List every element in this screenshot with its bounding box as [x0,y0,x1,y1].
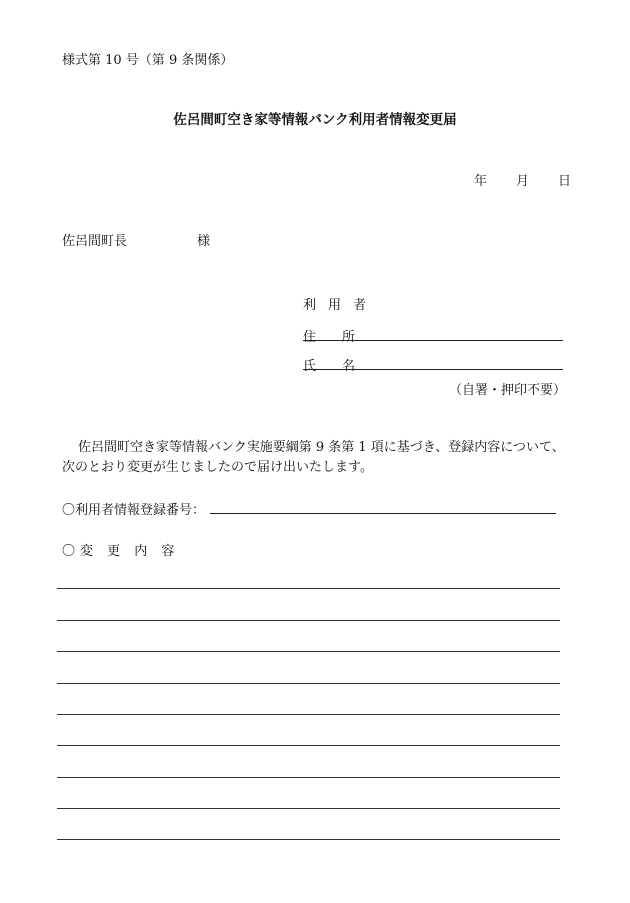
change-details-line[interactable] [57,808,560,809]
document-title: 佐呂間町空き家等情報バンク利用者情報変更届 [173,112,457,128]
address-field[interactable] [303,340,563,341]
signature-note: （自署・押印不要） [449,383,567,398]
date-month-label: 月 [516,174,530,189]
change-details-line[interactable] [57,620,560,621]
address-label: 住 所 [303,330,356,345]
change-details-line[interactable] [57,777,560,778]
change-details-line[interactable] [57,683,560,684]
change-details-line[interactable] [57,651,560,652]
registration-number-label: 〇利用者情報登録番号： [62,503,206,518]
name-label: 氏 名 [303,359,356,374]
change-details-line[interactable] [57,839,560,840]
change-details-line[interactable] [57,745,560,746]
registration-number-field[interactable] [210,513,556,514]
name-field[interactable] [303,369,563,370]
form-number: 様式第 10 号（第 9 条関係） [62,53,234,68]
date-year-label: 年 [474,174,488,189]
date-day-label: 日 [558,174,572,189]
recipient-name: 佐呂間町長 [62,234,128,249]
change-details-label: 〇変 更 内 容 [62,544,180,559]
body-line-2: 次のとおり変更が生じましたので届け出いたします。 [62,460,373,475]
change-details-line[interactable] [57,714,560,715]
change-details-line[interactable] [57,588,560,589]
body-paragraph [62,438,582,478]
applicant-heading: 利用者 [303,298,379,313]
recipient-honorific: 様 [197,234,211,249]
body-line-1: 佐呂間町空き家等情報バンク実施要綱第 9 条第 1 項に基づき、登録内容について、 [78,440,565,455]
